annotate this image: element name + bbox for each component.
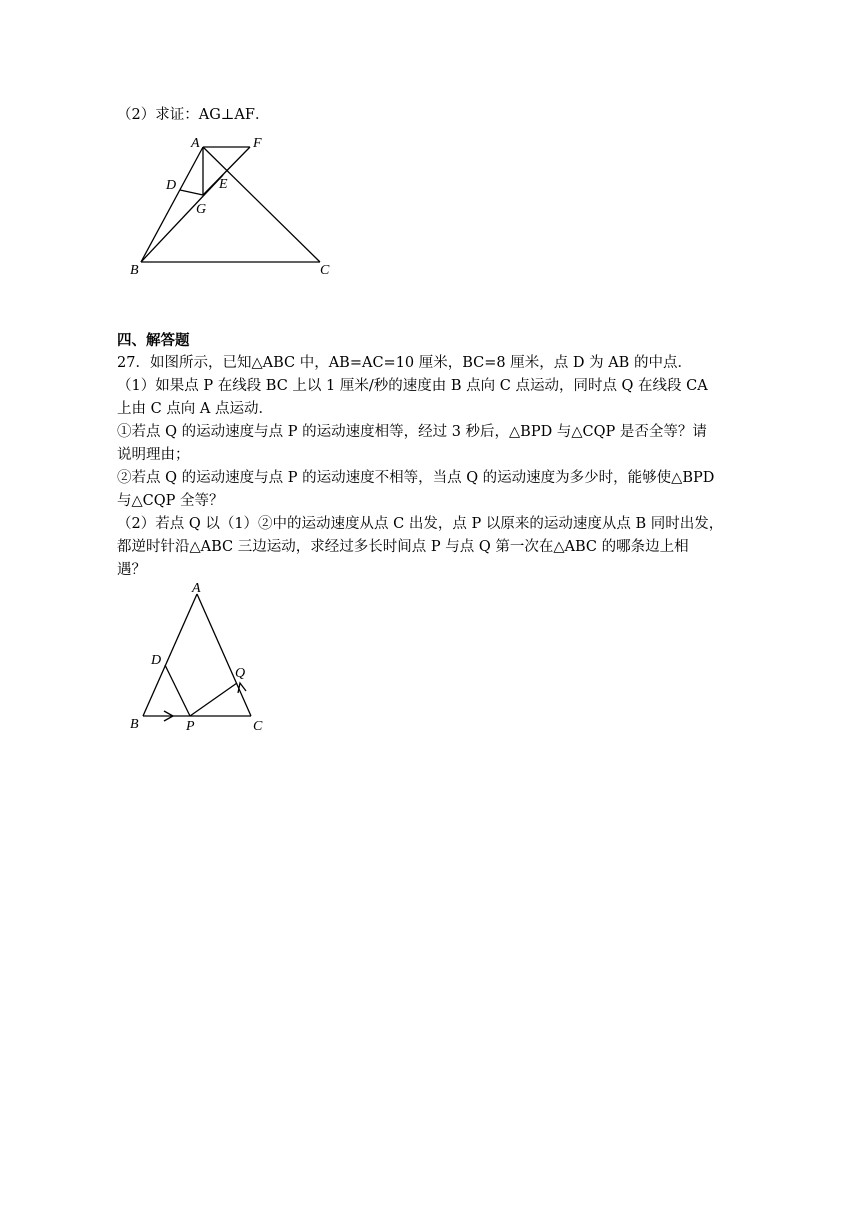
label-q: Q: [235, 666, 246, 681]
q27-sub-2-line-2: 与△CQP 全等？: [117, 493, 224, 509]
label-p: P: [186, 719, 195, 734]
q27-part-2-line-3: 遇？: [117, 562, 146, 578]
q27-sub-2-line-1: ②若点 Q 的运动速度与点 P 的运动速度不相等，当点 Q 的运动速度为多少时，能够使△BPD: [117, 470, 715, 486]
question-27-intro: 27．如图所示，已知△ABC 中，AB=AC=10 厘米，BC=8 厘米，点 D 为 AB 的中点．: [117, 355, 692, 371]
label-c: C: [320, 263, 330, 278]
label-a: A: [191, 136, 200, 151]
q27-part-1-line-2: 上由 C 点向 A 点运动．: [117, 401, 274, 417]
label-g: G: [196, 202, 207, 217]
label-a: A: [192, 581, 201, 596]
segment-ac: [197, 594, 251, 716]
q27-part-2-line-2: 都逆时针沿△ABC 三边运动，求经过多长时间点 P 与点 Q 第一次在△ABC 的哪条边上相: [117, 539, 689, 555]
section-title: 四、解答题: [117, 332, 190, 349]
q27-sub-1-line-1: ①若点 Q 的运动速度与点 P 的运动速度相等，经过 3 秒后，△BPD 与△CQP 是否全等？请: [117, 424, 707, 440]
segment-pq: [190, 683, 237, 716]
label-d: D: [151, 653, 162, 668]
label-e: E: [219, 177, 228, 192]
q27-part-1-line-1: （1）如果点 P 在线段 BC 上以 1 厘米/秒的速度由 B 点向 C 点运动，同时点 Q 在线段 CA: [117, 378, 708, 394]
label-f: F: [253, 136, 262, 151]
q27-part-2-line-1: （2）若点 Q 以（1）②中的运动速度从点 C 出发，点 P 以原来的运动速度从点 B 同时出发，: [117, 516, 724, 532]
q27-sub-1-line-2: 说明理由；: [117, 447, 190, 463]
label-c: C: [253, 719, 263, 734]
arrow-up-icon: [238, 683, 246, 693]
segment-dp: [165, 665, 190, 716]
question-26-part-2: （2）求证：AG⊥AF．: [117, 107, 270, 123]
label-b: B: [130, 717, 139, 732]
label-b: B: [130, 263, 139, 278]
label-d: D: [166, 178, 177, 193]
